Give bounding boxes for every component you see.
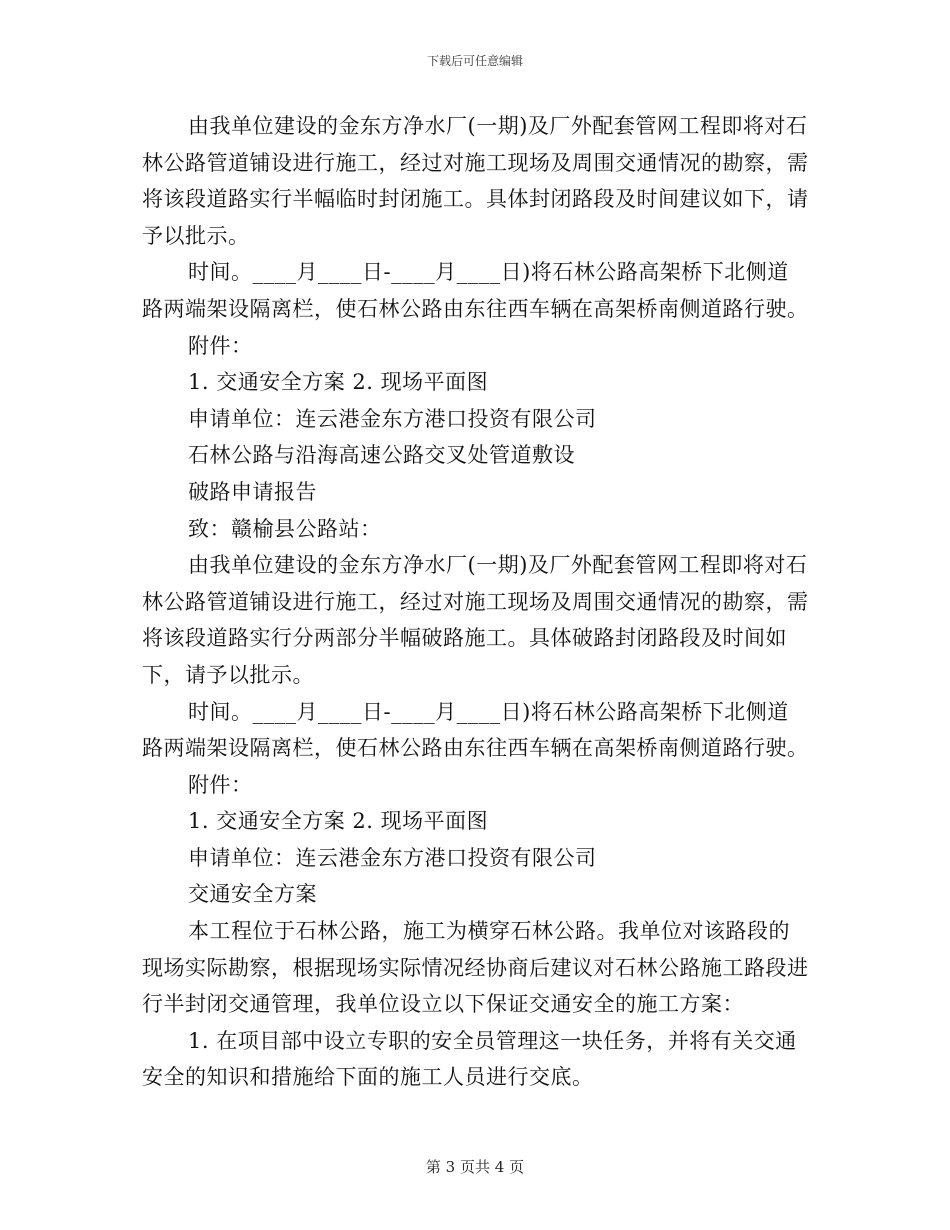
paragraph: 时间。____月____日-____月____日)将石林公路高架桥下北侧道路两端架设隔离栏，使石林公路由东往西车辆在高架桥南侧道路行驶。 [142, 699, 809, 761]
paragraph: 申请单位：连云港金东方港口投资有限公司 [188, 406, 597, 431]
page-number: 第 3 页共 4 页 [425, 1158, 525, 1176]
paragraph: 1. 在项目部中设立专职的安全员管理这一块任务，并将有关交通安全的知识和措施给下面的施工人员进行交底。 [142, 1028, 797, 1090]
paragraph: 时间。____月____日-____月____日)将石林公路高架桥下北侧道路两端架设隔离栏，使石林公路由东往西车辆在高架桥南侧道路行驶。 [142, 260, 809, 321]
paragraph: 由我单位建设的金东方净水厂(一期)及厂外配套管网工程即将对石林公路管道铺设进行施工，经过对施工现场及周围交通情况的勘察，需将该段道路实行分两部分半幅破路施工。具体破路封闭路段及时间如下，请予以批示。 [142, 553, 809, 687]
paragraph: 附件： [188, 333, 253, 358]
paragraph: 石林公路与沿海高速公路交叉处管道敷设 [188, 443, 575, 468]
paragraph: 本工程位于石林公路，施工为横穿石林公路。我单位对该路段的现场实际勘察，根据现场实际情况经协商后建议对石林公路施工路段进行半封闭交通管理，我单位设立以下保证交通安全的施工方案： [142, 919, 809, 1017]
paragraph: 由我单位建设的金东方净水厂(一期)及厂外配套管网工程即将对石林公路管道铺设进行施工，经过对施工现场及周围交通情况的勘察，需将该段道路实行半幅临时封闭施工。具体封闭路段及时间建议如下，请予以批示。 [142, 114, 809, 248]
section-title: 破路申请报告 [188, 479, 317, 504]
page-header-note: 下载后可任意编辑 [426, 54, 523, 68]
paragraph: 申请单位：连云港金东方港口投资有限公司 [188, 845, 597, 870]
paragraph: 1. 交通安全方案 2. 现场平面图 [188, 370, 489, 395]
paragraph: 1. 交通安全方案 2. 现场平面图 [188, 809, 489, 834]
document-body [142, 108, 810, 1096]
paragraph: 致：赣榆县公路站： [188, 516, 382, 541]
section-title: 交通安全方案 [188, 882, 317, 907]
paragraph: 附件： [188, 772, 253, 797]
